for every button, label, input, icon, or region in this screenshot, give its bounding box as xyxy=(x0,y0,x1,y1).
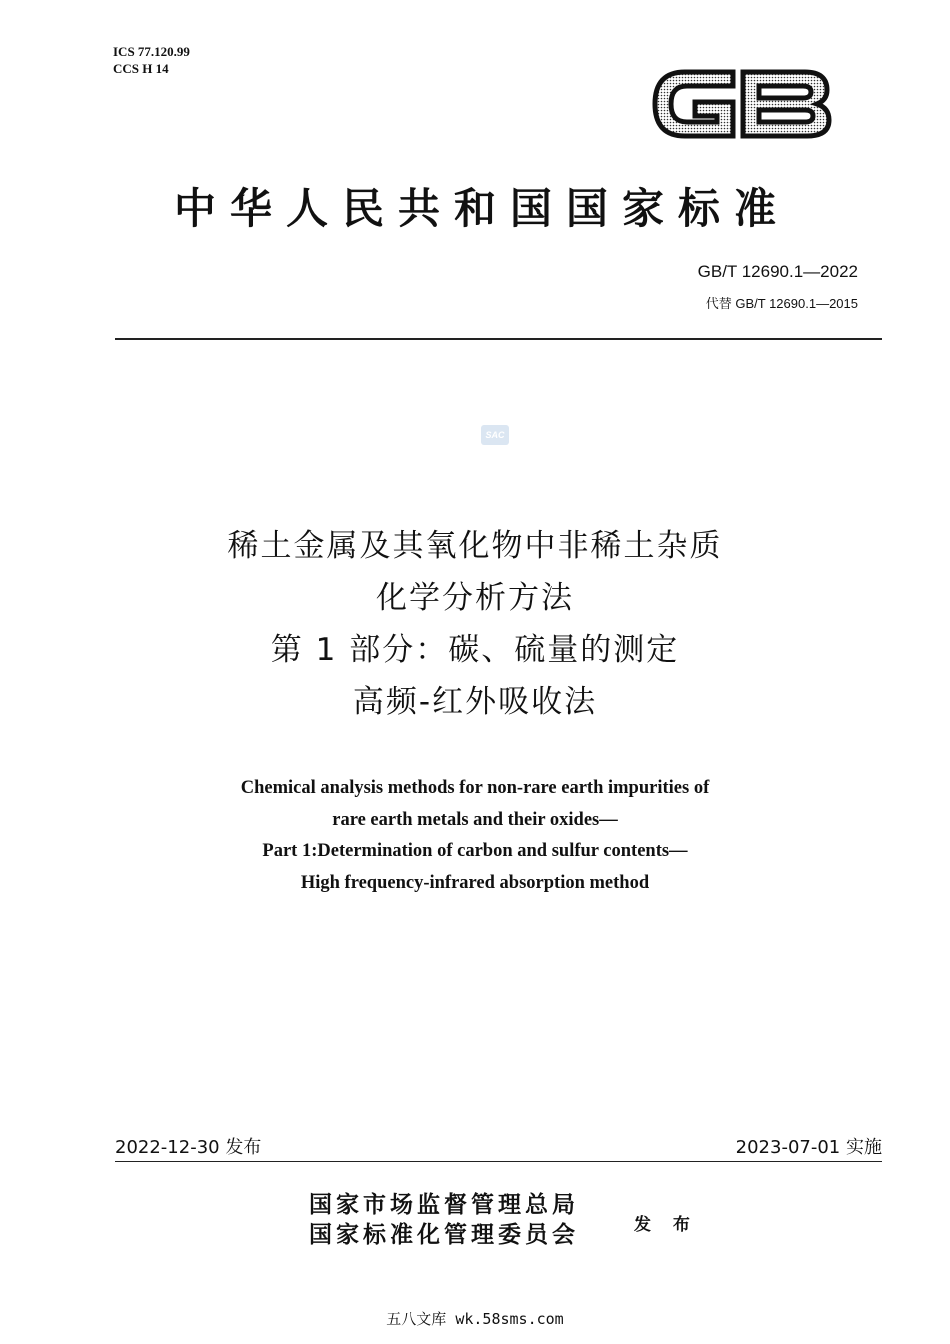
issuing-authorities xyxy=(309,1190,579,1250)
classification-codes xyxy=(113,43,190,77)
bottom-divider xyxy=(115,1161,882,1162)
sac-watermark: SAC xyxy=(481,425,509,445)
standard-number: GB/T 12690.1—2022 xyxy=(697,262,858,281)
english-title-line: High frequency-infrared absorption method xyxy=(300,872,650,893)
english-title-line: Part 1:Determination of carbon and sulfur contents— xyxy=(262,841,688,861)
issuer-sac: 国家标准化管理委员会 xyxy=(309,1221,579,1248)
top-divider xyxy=(115,338,882,340)
issue-date: 2022-12-30 发布 xyxy=(115,1137,262,1158)
ccs-code: CCS H 14 xyxy=(113,61,169,76)
footer-watermark: 五八文库 wk.58sms.com xyxy=(386,1310,564,1328)
ics-code: ICS 77.120.99 xyxy=(113,44,190,59)
national-standard-title: 中华人民共和国国家标准 xyxy=(173,184,790,233)
gb-logo xyxy=(645,58,835,150)
chinese-title-line: 高频-红外吸收法 xyxy=(352,684,598,720)
issuer-samr: 国家市场监督管理总局 xyxy=(309,1191,579,1218)
chinese-title-line: 稀土金属及其氧化物中非稀土杂质 xyxy=(227,528,723,564)
implementation-date: 2023-07-01 实施 xyxy=(735,1137,882,1158)
english-title xyxy=(0,773,950,899)
chinese-title-line: 第 1 部分：碳、硫量的测定 xyxy=(270,632,680,668)
english-title-line: rare earth metals and their oxides— xyxy=(332,809,618,830)
replaces-standard: 代替 GB/T 12690.1—2015 xyxy=(705,296,858,311)
chinese-title-line: 化学分析方法 xyxy=(376,580,574,616)
publish-label: 发 布 xyxy=(634,1215,698,1235)
english-title-line: Chemical analysis methods for non-rare earth impurities of xyxy=(240,778,710,798)
gb-logo-text: GB xyxy=(740,148,742,149)
chinese-title xyxy=(0,520,950,728)
